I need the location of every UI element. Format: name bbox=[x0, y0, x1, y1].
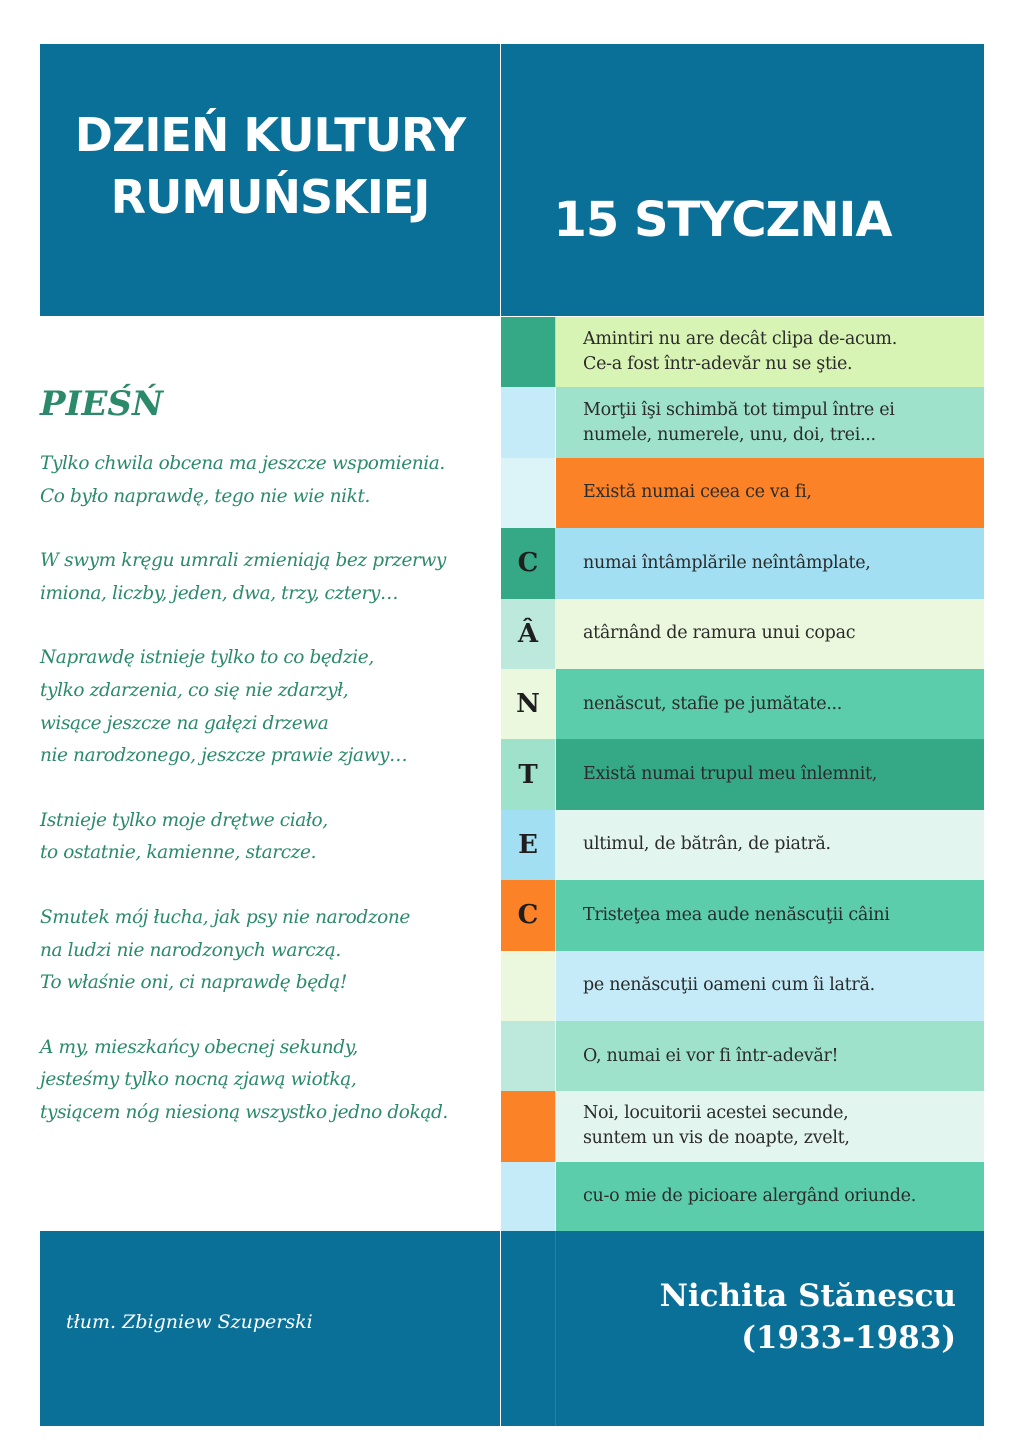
polish-poem-line: jesteśmy tylko nocną zjawą wiotką, bbox=[40, 1069, 357, 1091]
romanian-poem-row bbox=[501, 528, 984, 598]
romanian-verse-cell bbox=[556, 669, 984, 739]
romanian-verse-cell bbox=[556, 810, 984, 880]
romanian-poem-line: numele, numerele, unu, doi, trei... bbox=[583, 424, 876, 445]
author-credit bbox=[660, 1275, 956, 1359]
author-name: Nichita Stănescu bbox=[659, 1278, 956, 1314]
polish-stanza bbox=[40, 805, 490, 870]
romanian-poem-row bbox=[501, 458, 984, 528]
romanian-poem-row bbox=[501, 1021, 984, 1091]
event-title bbox=[40, 104, 500, 228]
polish-stanza bbox=[40, 448, 490, 513]
romanian-poem-row bbox=[501, 1162, 984, 1232]
romanian-poem-line: Ce-a fost într-adevăr nu se ştie. bbox=[583, 354, 853, 375]
romanian-verse-cell bbox=[556, 528, 984, 598]
polish-poem-title: PIEŚŃ bbox=[40, 384, 164, 424]
romanian-poem-rows bbox=[501, 317, 984, 1232]
romanian-poem-line: numai întâmplările neîntâmplate, bbox=[583, 552, 871, 573]
romanian-poem-line: Există numai ceea ce va fi, bbox=[583, 482, 812, 503]
romanian-verse-cell bbox=[556, 387, 984, 457]
acrostic-letter-cell bbox=[501, 458, 556, 528]
translator-credit: tłum. Zbigniew Szuperski bbox=[66, 1311, 313, 1333]
acrostic-letter-cell bbox=[501, 317, 556, 387]
polish-poem-line: To właśnie oni, ci naprawdę będą! bbox=[40, 972, 347, 994]
polish-poem-line: to ostatnie, kamienne, starcze. bbox=[40, 842, 317, 864]
romanian-poem-row bbox=[501, 810, 984, 880]
romanian-verse-cell bbox=[556, 599, 984, 669]
romanian-verse-cell bbox=[556, 739, 984, 809]
romanian-poem-row bbox=[501, 669, 984, 739]
romanian-verse-cell bbox=[556, 1162, 984, 1232]
polish-poem-line: tylko zdarzenia, co się nie zdarzył, bbox=[40, 679, 349, 701]
polish-poem-line: Smutek mój łucha, jak psy nie narodzone bbox=[40, 906, 410, 928]
acrostic-letter-cell: N bbox=[501, 669, 556, 739]
polish-poem-line: Tylko chwila obcena ma jeszcze wspomienia. bbox=[40, 453, 445, 474]
romanian-poem-row bbox=[501, 951, 984, 1021]
romanian-poem-row bbox=[501, 1091, 984, 1161]
romanian-poem-row bbox=[501, 880, 984, 950]
footer-column-seam bbox=[555, 1231, 556, 1426]
polish-poem-line: imiona, liczby, jeden, dwa, trzy, cztery… bbox=[40, 582, 399, 604]
romanian-poem-row bbox=[501, 317, 984, 387]
header-right-panel bbox=[501, 44, 984, 316]
romanian-poem-line: O, numai ei vor fi într-adevăr! bbox=[583, 1045, 839, 1066]
romanian-poem-row bbox=[501, 739, 984, 809]
footer-left-panel bbox=[40, 1231, 500, 1426]
romanian-poem-row bbox=[501, 599, 984, 669]
polish-poem-line: Istnieje tylko moje drętwe ciało, bbox=[40, 809, 328, 831]
acrostic-letter-cell bbox=[501, 1091, 556, 1161]
romanian-poem-line: nenăscut, stafie pe jumătate... bbox=[583, 693, 843, 714]
romanian-verse-cell bbox=[556, 458, 984, 528]
romanian-poem-line: suntem un vis de noapte, zvelt, bbox=[583, 1128, 850, 1149]
polish-poem-line: wisące jeszcze na gałęzi drzewa bbox=[40, 712, 329, 734]
acrostic-letter-cell: Â bbox=[501, 599, 556, 669]
romanian-poem-line: Morţii îşi schimbă tot timpul între ei bbox=[583, 399, 895, 420]
acrostic-letter-cell: C bbox=[501, 528, 556, 598]
header-left-panel bbox=[40, 44, 500, 316]
author-years: (1933-1983) bbox=[741, 1320, 956, 1356]
event-title-line2: RUMUŃSKIEJ bbox=[110, 170, 430, 224]
event-title-line1: DZIEŃ KULTURY bbox=[74, 108, 466, 162]
acrostic-letter-cell: E bbox=[501, 810, 556, 880]
acrostic-letter-cell bbox=[501, 387, 556, 457]
event-date: 15 STYCZNIA bbox=[553, 192, 892, 248]
romanian-poem-line: Există numai trupul meu înlemnit, bbox=[583, 764, 878, 785]
acrostic-letter-cell bbox=[501, 1162, 556, 1232]
acrostic-letter-cell: C bbox=[501, 880, 556, 950]
romanian-poem-line: Amintiri nu are decât clipa de-acum. bbox=[583, 329, 897, 350]
footer-right-panel bbox=[501, 1231, 984, 1426]
romanian-verse-cell bbox=[556, 951, 984, 1021]
acrostic-letter-cell bbox=[501, 951, 556, 1021]
romanian-verse-cell bbox=[556, 880, 984, 950]
romanian-poem-line: pe nenăscuţii oameni cum îi latră. bbox=[583, 975, 875, 996]
romanian-poem-row bbox=[501, 387, 984, 457]
acrostic-letter-cell bbox=[501, 1021, 556, 1091]
polish-poem-line: Co było naprawdę, tego nie wie nikt. bbox=[40, 485, 370, 507]
polish-stanza bbox=[40, 1032, 490, 1130]
romanian-poem-line: atârnând de ramura unui copac bbox=[583, 623, 856, 644]
polish-poem-line: nie narodzonego, jeszcze prawie zjawy… bbox=[40, 745, 408, 767]
romanian-poem-line: Noi, locuitorii acestei secunde, bbox=[583, 1103, 849, 1124]
polish-poem-line: tysiącem nóg niesioną wszystko jedno dokąd. bbox=[40, 1101, 448, 1123]
polish-stanza bbox=[40, 642, 490, 772]
acrostic-letter-cell: T bbox=[501, 739, 556, 809]
polish-poem-line: W swym kręgu umrali zmieniają bez przerwy bbox=[40, 550, 446, 572]
polish-poem-line: A my, mieszkańcy obecnej sekundy, bbox=[40, 1036, 358, 1058]
polish-stanza bbox=[40, 545, 490, 610]
romanian-poem-line: Tristeţea mea aude nenăscuţii câini bbox=[583, 904, 890, 925]
polish-poem-line: Naprawdę istnieje tylko to co będzie, bbox=[40, 647, 374, 669]
romanian-poem-line: ultimul, de bătrân, de piatră. bbox=[583, 834, 831, 855]
polish-stanza bbox=[40, 902, 490, 1000]
romanian-verse-cell bbox=[556, 1021, 984, 1091]
polish-poem-stanzas bbox=[40, 448, 490, 1162]
romanian-verse-cell bbox=[556, 317, 984, 387]
polish-poem-line: na ludzi nie narodzonych warczą. bbox=[40, 939, 341, 961]
romanian-poem-line: cu-o mie de picioare alergând oriunde. bbox=[583, 1186, 916, 1207]
romanian-verse-cell bbox=[556, 1091, 984, 1161]
